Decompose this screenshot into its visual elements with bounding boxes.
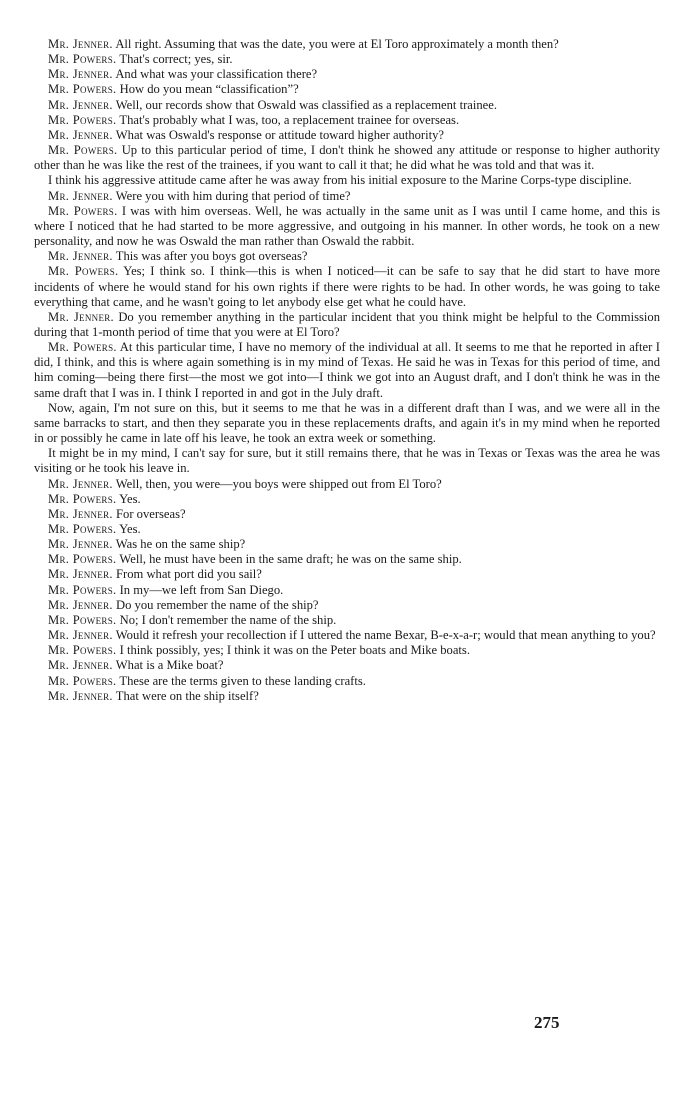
speaker-label: Mr. Powers. <box>48 643 117 658</box>
paragraph-text: What is a Mike boat? <box>115 658 224 673</box>
transcript-paragraph <box>34 643 660 658</box>
speaker-label: Mr. Powers. <box>48 82 117 97</box>
paragraph-text: Do you remember the name of the ship? <box>116 597 319 612</box>
speaker-label: Mr. Jenner. <box>48 37 113 51</box>
transcript-paragraph <box>34 446 660 476</box>
transcript-paragraph <box>34 658 660 673</box>
paragraph-text: These are the terms given to these landing crafts. <box>119 673 366 688</box>
speaker-label: Mr. Jenner. <box>48 476 113 491</box>
transcript-paragraph <box>34 173 660 188</box>
paragraph-text: How do you mean “classification”? <box>119 82 299 97</box>
speaker-label: Mr. Powers. <box>48 491 117 506</box>
transcript-paragraph <box>34 52 660 67</box>
paragraph-text: It might be in my mind, I can't say for sure, but it still remains there, that he was in Texas or Texas was the area he was visiting or he took his leave in. <box>34 446 660 476</box>
speaker-label: Mr. Powers. <box>48 203 118 218</box>
paragraph-text: Would it refresh your recollection if I uttered the name Bexar, B-e-x-a-r; would that mean anything to you? <box>115 628 656 643</box>
speaker-label: Mr. Jenner. <box>48 249 113 264</box>
paragraph-text: No; I don't remember the name of the ship. <box>119 612 337 627</box>
transcript-paragraph <box>34 507 660 522</box>
paragraph-text: Well, he must have been in the same draft; he was on the same ship. <box>119 552 462 567</box>
speaker-label: Mr. Jenner. <box>48 597 113 612</box>
transcript-paragraph <box>34 567 660 582</box>
speaker-label: Mr. Powers. <box>48 52 117 67</box>
transcript-paragraph <box>34 128 660 143</box>
speaker-label: Mr. Powers. <box>48 612 117 627</box>
paragraph-text: Well, then, you were—you boys were shipped out from El Toro? <box>115 476 442 491</box>
transcript-paragraph <box>34 264 660 309</box>
speaker-label: Mr. Powers. <box>48 522 117 536</box>
transcript-paragraph <box>34 522 660 537</box>
paragraph-text: From what port did you sail? <box>116 567 262 582</box>
transcript-paragraph <box>34 689 660 704</box>
speaker-label: Mr. Jenner. <box>48 658 113 673</box>
page-number: 275 <box>534 1013 560 1032</box>
paragraph-text: Now, again, I'm not sure on this, but it seems to me that he was in a different draft than I was, and we were all in the same barracks to start, and then they separate you in these replacements drafts, and again it's in my mind when he reported in or possibly he came in late off his leave, he took an extra week or something. <box>34 400 660 446</box>
speaker-label: Mr. Jenner. <box>48 97 113 112</box>
speaker-label: Mr. Jenner. <box>48 506 113 521</box>
speaker-label: Mr. Powers. <box>48 143 118 158</box>
transcript-paragraph <box>34 552 660 567</box>
paragraph-text: This was after you boys got overseas? <box>115 249 308 264</box>
paragraph-text: Yes. <box>119 522 141 536</box>
paragraph-text: Yes; I think so. I think—this is when I noticed—it can be safe to say that he did start to have more incidents of where he would stand for his own rights if there were rights to be had. In other words, he was going to take everything that came, and he wasn't going to let anybody else get what he could have. <box>34 264 661 309</box>
transcript-paragraph <box>34 477 660 492</box>
speaker-label: Mr. Jenner. <box>48 688 113 703</box>
speaker-label: Mr. Jenner. <box>48 537 113 552</box>
transcript-paragraph <box>34 598 660 613</box>
paragraph-text: Were you with him during that period of time? <box>115 188 351 203</box>
paragraph-text: And what was your classification there? <box>115 67 318 82</box>
paragraph-text: That were on the ship itself? <box>115 688 259 703</box>
transcript-paragraph <box>34 674 660 689</box>
paragraph-text: I think his aggressive attitude came after he was away from his initial exposure to the Marine Corps-type discipline. <box>48 173 632 188</box>
transcript-paragraph <box>34 249 660 264</box>
speaker-label: Mr. Jenner. <box>48 567 113 582</box>
speaker-label: Mr. Powers. <box>48 340 117 355</box>
paragraph-text: That's correct; yes, sir. <box>119 52 233 67</box>
speaker-label: Mr. Powers. <box>48 582 117 597</box>
paragraph-text: Was he on the same ship? <box>115 537 246 552</box>
speaker-label: Mr. Jenner. <box>48 188 113 203</box>
paragraph-text: Yes. <box>119 491 141 506</box>
transcript-paragraph <box>34 113 660 128</box>
paragraph-text: All right. Assuming that was the date, you were at El Toro approximately a month then? <box>115 37 559 51</box>
transcript-paragraph <box>34 401 660 446</box>
paragraph-text: What was Oswald's response or attitude toward higher authority? <box>115 127 444 142</box>
transcript-paragraph <box>34 537 660 552</box>
transcript-paragraph <box>34 67 660 82</box>
transcript-paragraph <box>34 583 660 598</box>
paragraph-text: Up to this particular period of time, I don't think he showed any attitude or response to higher authority other than he was like the rest of the trainees, if you want to call it that; he did what he was told and that was it. <box>34 143 660 173</box>
transcript-paragraph <box>34 204 660 249</box>
transcript-paragraph <box>34 143 660 173</box>
paragraph-text: That's probably what I was, too, a replacement trainee for overseas. <box>119 112 460 127</box>
paragraph-text: In my—we left from San Diego. <box>119 582 284 597</box>
paragraph-text: I think possibly, yes; I think it was on the Peter boats and Mike boats. <box>119 643 470 658</box>
transcript-paragraph <box>34 613 660 628</box>
transcript-paragraph <box>34 310 660 340</box>
speaker-label: Mr. Jenner. <box>48 67 113 82</box>
transcript-paragraph <box>34 98 660 113</box>
speaker-label: Mr. Jenner. <box>48 127 113 142</box>
speaker-label: Mr. Powers. <box>48 264 119 279</box>
paragraph-text: For overseas? <box>116 506 186 521</box>
paragraph-text: Well, our records show that Oswald was classified as a replacement trainee. <box>115 97 497 112</box>
speaker-label: Mr. Powers. <box>48 112 117 127</box>
paragraph-text: I was with him overseas. Well, he was actually in the same unit as I was until I came home, and this is where I noticed that he had started to be more aggressive, and outgoing in his manner. In other words, he took on a new personality, and now he was Oswald the man rather than Oswald the rabbit. <box>34 203 661 249</box>
speaker-label: Mr. Jenner. <box>48 628 113 643</box>
speaker-label: Mr. Powers. <box>48 673 117 688</box>
speaker-label: Mr. Powers. <box>48 552 117 567</box>
transcript-paragraph <box>34 340 660 401</box>
paragraph-text: At this particular time, I have no memory of the individual at all. It seems to me that he reported in after I did, I think, and this is where again something is in my mind of Texas. He said he was in Texas for this period of time, and him coming—being there first—the most we got into—I think we got into an August draft, and I don't think he was in the same draft that I was in. I think I reported in and got in the July draft. <box>34 340 660 400</box>
transcript-paragraph <box>34 628 660 643</box>
transcript-body <box>34 37 660 704</box>
transcript-paragraph <box>34 82 660 97</box>
transcript-paragraph <box>34 492 660 507</box>
paragraph-text: Do you remember anything in the particular incident that you think might be helpful to the Commission during that 1-month period of time that you were at El Toro? <box>34 309 660 339</box>
transcript-paragraph <box>34 37 660 52</box>
speaker-label: Mr. Jenner. <box>48 309 114 324</box>
transcript-paragraph <box>34 189 660 204</box>
